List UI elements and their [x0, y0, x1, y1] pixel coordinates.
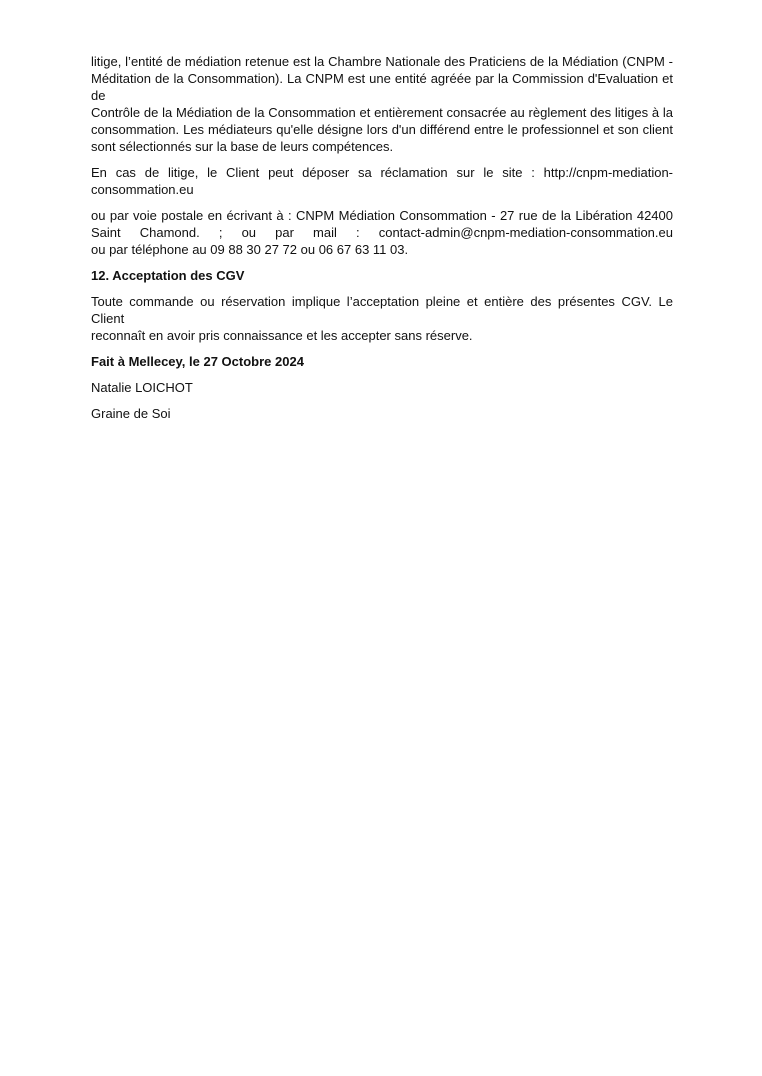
postal-contact-line-1: ou par voie postale en écrivant à : CNPM Médiation Consommation - 27 rue de la Libération 42400 — [91, 208, 673, 223]
mediation-line-3: Contrôle de la Médiation de la Consommation et entièrement consacrée au règlement des litiges à la — [91, 105, 673, 120]
postal-contact-paragraph — [91, 207, 673, 258]
claim-website-line-1: En cas de litige, le Client peut déposer sa réclamation sur le site : http://cnpm-mediation- — [91, 165, 673, 180]
place-date: Fait à Mellecey, le 27 Octobre 2024 — [91, 354, 304, 369]
signatory-name: Natalie LOICHOT — [91, 380, 193, 395]
mediation-line-5: sont sélectionnés sur la base de leurs compétences. — [91, 139, 394, 154]
acceptance-paragraph — [91, 293, 673, 344]
document-content — [91, 53, 673, 431]
company-name: Graine de Soi — [91, 406, 171, 421]
mediation-line-2: Méditation de la Consommation). La CNPM est une entité agréée par la Commission d'Evaluation et de — [91, 71, 673, 103]
postal-contact-line-2: Saint Chamond. ; ou par mail : contact-admin@cnpm-mediation-consommation.eu — [91, 225, 673, 240]
acceptance-line-2: reconnaît en avoir pris connaissance et les accepter sans réserve. — [91, 328, 473, 343]
claim-website-line-2: consommation.eu — [91, 182, 194, 197]
claim-website-paragraph — [91, 164, 673, 198]
mediation-line-1: litige, l’entité de médiation retenue est la Chambre Nationale des Praticiens de la Médiation (CNPM - — [91, 54, 673, 69]
postal-contact-line-3: ou par téléphone au 09 88 30 27 72 ou 06 67 63 11 03. — [91, 242, 409, 257]
section-heading: 12. Acceptation des CGV — [91, 268, 245, 283]
mediation-paragraph — [91, 53, 673, 155]
acceptance-line-1: Toute commande ou réservation implique l’acceptation pleine et entière des présentes CGV. Le Client — [91, 294, 673, 326]
mediation-line-4: consommation. Les médiateurs qu'elle désigne lors d'un différend entre le professionnel et son client — [91, 122, 673, 137]
